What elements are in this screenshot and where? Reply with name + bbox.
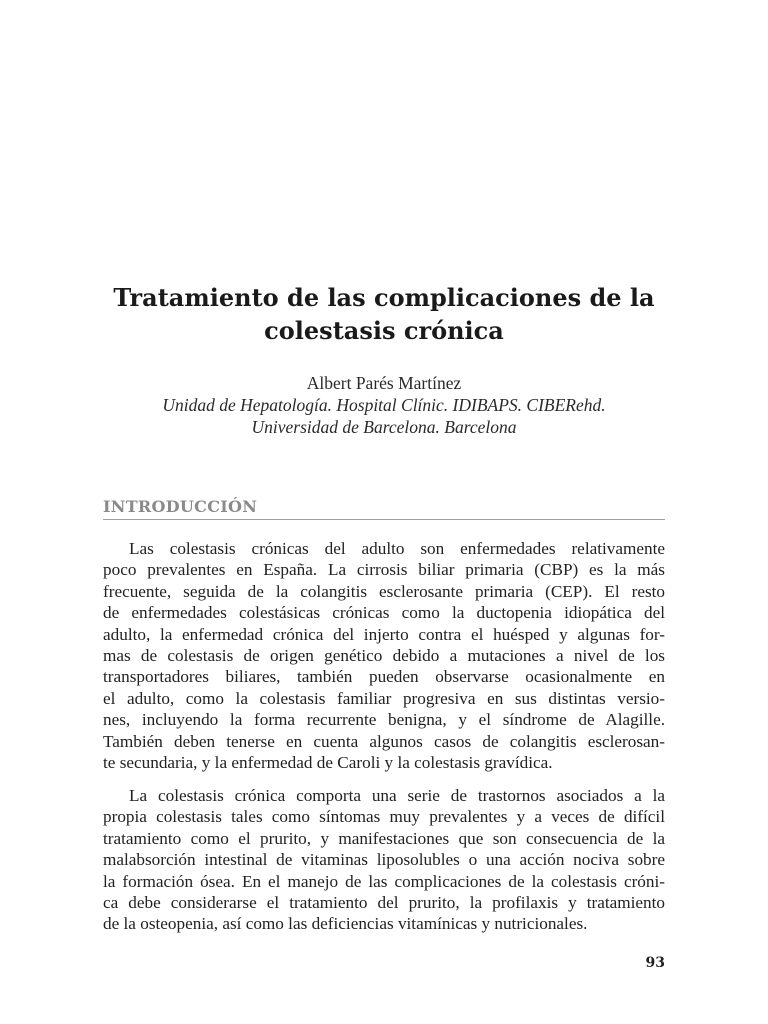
title-line-1: Tratamiento de las complicaciones de la bbox=[113, 283, 655, 312]
paragraph-line: el adulto, como la colestasis familiar progresiva en sus distintas versio- bbox=[103, 688, 665, 708]
paragraph-line: La colestasis crónica comporta una serie de trastornos asociados a la bbox=[129, 786, 665, 805]
paragraph-line: malabsorción intestinal de vitaminas liposolubles o una acción nociva sobre bbox=[103, 850, 665, 870]
paragraph-line: transportadores biliares, también pueden observarse ocasionalmente en bbox=[103, 667, 665, 687]
affiliation-line-2: Universidad de Barcelona. Barcelona bbox=[251, 417, 517, 437]
affiliation-line-1: Unidad de Hepatología. Hospital Clínic. IDIBAPS. CIBERehd. bbox=[162, 395, 606, 415]
paragraph-line: la formación ósea. En el manejo de las complicaciones de la colestasis cróni- bbox=[103, 871, 665, 891]
body-paragraph-2 bbox=[103, 785, 665, 935]
paragraph-line: poco prevalentes en España. La cirrosis biliar primaria (CBP) es la más bbox=[103, 560, 665, 580]
paragraph-line: mas de colestasis de origen genético debido a mutaciones a nivel de los bbox=[103, 646, 665, 666]
author-name: Albert Parés Martínez bbox=[306, 373, 462, 393]
section-heading-introduccion: INTRODUCCIÓN bbox=[103, 497, 665, 520]
body-paragraph-1 bbox=[103, 538, 665, 773]
paragraph-line: tratamiento como el prurito, y manifestaciones que son consecuencia de la bbox=[103, 828, 665, 848]
paragraph-line: También deben tenerse en cuenta algunos casos de colangitis esclerosan- bbox=[103, 731, 665, 751]
paragraph-line: propia colestasis tales como síntomas muy prevalentes y a veces de difícil bbox=[103, 807, 665, 827]
paragraph-line: de enfermedades colestásicas crónicas como la ductopenia idiopática del bbox=[103, 603, 665, 623]
paragraph-line: frecuente, seguida de la colangitis esclerosante primaria (CEP). El resto bbox=[103, 581, 665, 601]
paragraph-line: de la osteopenia, así como las deficiencias vitamínicas y nutricionales. bbox=[103, 914, 588, 934]
author-affiliation bbox=[80, 394, 688, 438]
paragraph-line: nes, incluyendo la forma recurrente benigna, y el síndrome de Alagille. bbox=[103, 710, 665, 730]
paragraph-line: Las colestasis crónicas del adulto son enfermedades relativamente bbox=[129, 539, 665, 558]
paragraph-line: ca debe considerarse el tratamiento del prurito, la profilaxis y tratamiento bbox=[103, 893, 665, 913]
page-number: 93 bbox=[645, 955, 665, 971]
document-title bbox=[80, 281, 688, 347]
paragraph-line: te secundaria, y la enfermedad de Caroli y la colestasis gravídica. bbox=[103, 753, 553, 773]
title-line-2: colestasis crónica bbox=[264, 316, 504, 345]
paragraph-line: adulto, la enfermedad crónica del injerto contra el huésped y algunas for- bbox=[103, 624, 665, 644]
